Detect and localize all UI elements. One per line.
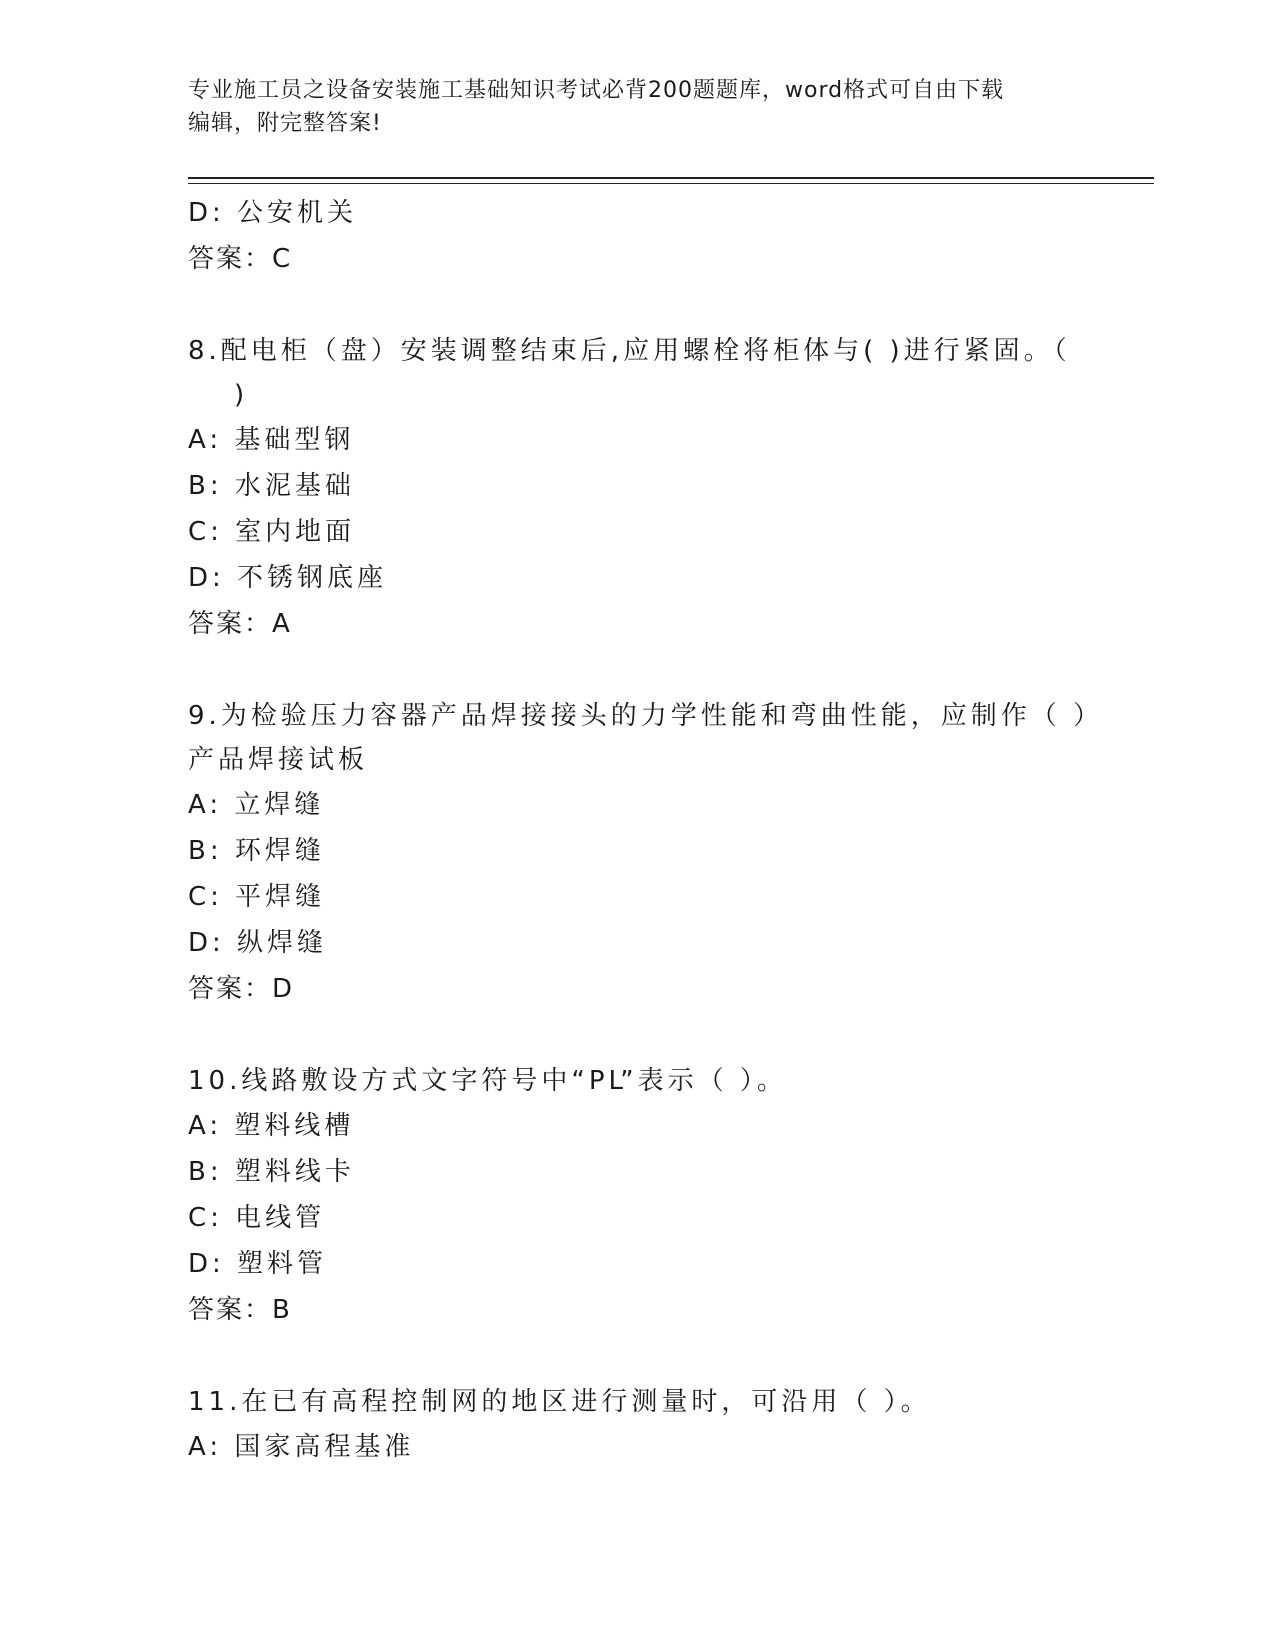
option-d: D: 塑料管 bbox=[188, 1249, 328, 1279]
question-stem: 10.线路敷设方式文字符号中“PL”表示（ ）。 bbox=[188, 1066, 787, 1096]
answer: 答案：B bbox=[188, 1295, 292, 1325]
header-line-2: 编辑，附完整答案! bbox=[188, 111, 382, 136]
option-a: A: 基础型钢 bbox=[188, 425, 355, 455]
option-c: C: 电线管 bbox=[188, 1203, 326, 1233]
option-b: B: 水泥基础 bbox=[188, 471, 355, 501]
option-b: B: 塑料线卡 bbox=[188, 1157, 355, 1187]
header-divider-thin bbox=[188, 183, 1154, 184]
option-d: D: 不锈钢底座 bbox=[188, 563, 388, 593]
header-line-1: 专业施工员之设备安装施工基础知识考试必背200题题库，word格式可自由下载 bbox=[188, 78, 1005, 103]
question-stem-continuation: 产品焊接试板 bbox=[188, 745, 369, 775]
question-stem: 9.为检验压力容器产品焊接接头的力学性能和弯曲性能，应制作（ ） bbox=[188, 701, 1104, 731]
answer: 答案：A bbox=[188, 609, 292, 639]
question-stem: 8.配电柜（盘）安装调整结束后,应用螺栓将柜体与( )进行紧固。（ bbox=[188, 336, 1071, 366]
option-a: A: 国家高程基准 bbox=[188, 1432, 415, 1462]
answer: 答案：D bbox=[188, 974, 295, 1004]
option-c: C: 室内地面 bbox=[188, 517, 356, 547]
option-d: D: 公安机关 bbox=[188, 198, 358, 228]
header-divider-thick bbox=[188, 177, 1154, 179]
option-a: A: 立焊缝 bbox=[188, 790, 325, 820]
document-header bbox=[188, 74, 1088, 140]
option-a: A: 塑料线槽 bbox=[188, 1111, 355, 1141]
question-stem: 11.在已有高程控制网的地区进行测量时，可沿用（ ）。 bbox=[188, 1387, 931, 1417]
option-c: C: 平焊缝 bbox=[188, 882, 326, 912]
question-stem-continuation: ) bbox=[234, 380, 249, 410]
option-d: D: 纵焊缝 bbox=[188, 928, 328, 958]
question-list bbox=[188, 190, 1154, 1470]
option-b: B: 环焊缝 bbox=[188, 836, 325, 866]
answer: 答案：C bbox=[188, 244, 293, 274]
